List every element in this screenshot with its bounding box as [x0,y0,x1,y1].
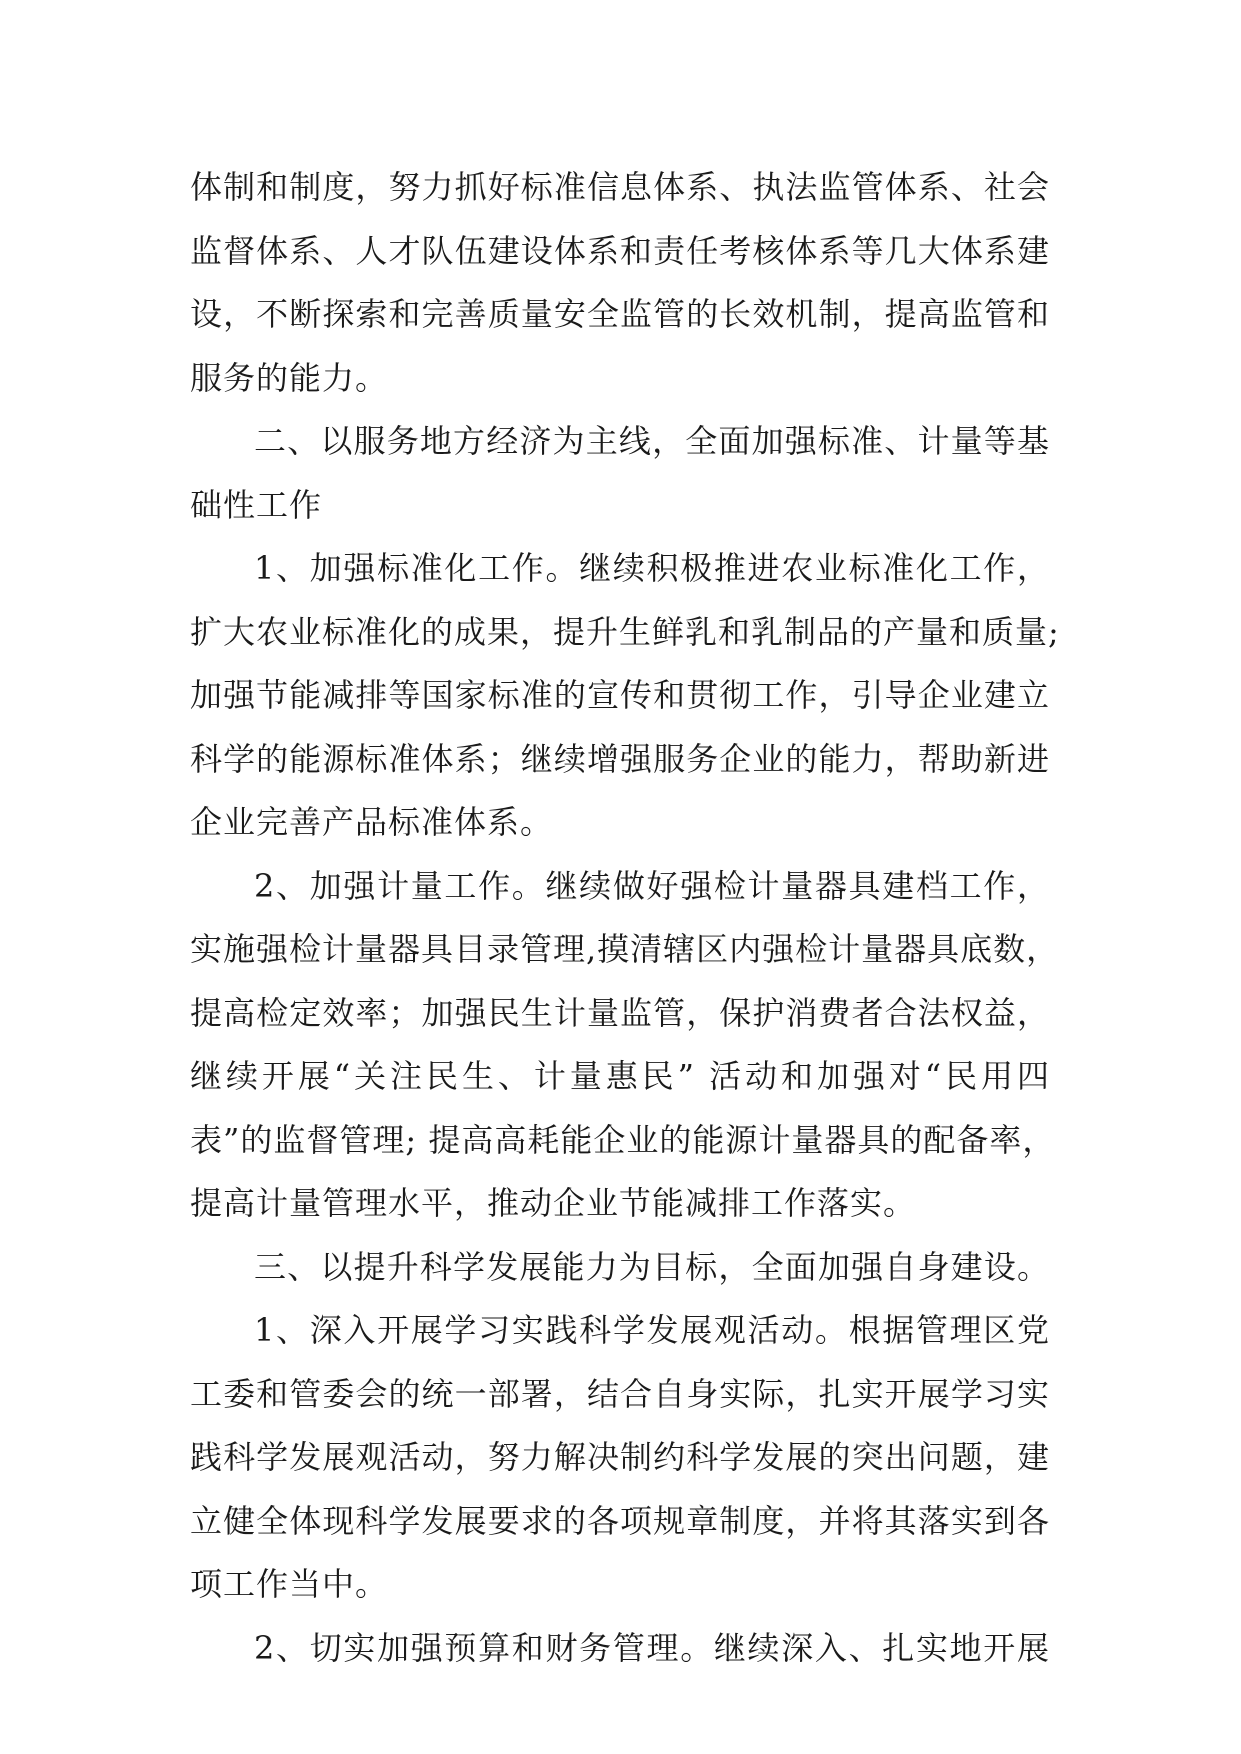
text-line: 监督体系、人才队伍建设体系和责任考核体系等几大体系建 [190,231,1050,270]
text-line: 加强节能减排等国家标准的宣传和贯彻工作，引导企业建立 [190,676,1050,714]
text-line: 提高检定效率；加强民生计量监管，保护消费者合法权益， [190,993,1050,1032]
text-line: 2、切实加强预算和财务管理。继续深入、扎实地开展 [254,1628,1050,1667]
text-line: 表”的监督管理; 提高高耗能企业的能源计量器具的配备率， [190,1120,1056,1159]
text-line: 立健全体现科学发展要求的各项规章制度，并将其落实到各 [190,1501,1050,1540]
text-line: 体制和制度，努力抓好标准信息体系、执法监管体系、社会 [190,168,1050,206]
section-heading: 三、以提升科学发展能力为目标，全面加强自身建设。 [254,1247,1050,1286]
text-line: 企业完善产品标准体系。 [190,803,554,841]
text-line: 扩大农业标准化的成果，提升生鲜乳和乳制品的产量和质量; [190,612,1060,651]
text-line: 项工作当中。 [190,1565,389,1603]
section-heading: 二、以服务地方经济为主线，全面加强标准、计量等基 [254,422,1050,460]
text-line: 础性工作 [190,485,323,524]
text-line: 设，不断探索和完善质量安全监管的长效机制，提高监管和 [190,295,1050,333]
text-line: 实施强检计量器具目录管理,摸清辖区内强检计量器具底数， [190,930,1060,968]
text-line: 2、加强计量工作。继续做好强检计量器具建档工作， [254,866,1050,905]
text-line: 服务的能力。 [190,358,389,397]
text-line: 工委和管委会的统一部署，结合自身实际，扎实开展学习实 [190,1374,1050,1413]
text-line: 1、深入开展学习实践科学发展观活动。根据管理区党 [254,1311,1050,1349]
text-line: 继续开展“关注民生、计量惠民” 活动和加强对“民用四 [190,1057,1050,1095]
document-body [190,156,1060,1680]
text-line: 提高计量管理水平，推动企业节能减排工作落实。 [190,1184,917,1222]
text-line: 1、加强标准化工作。继续积极推进农业标准化工作， [254,549,1050,587]
text-line: 科学的能源标准体系；继续增强服务企业的能力，帮助新进 [190,739,1050,778]
text-line: 践科学发展观活动，努力解决制约科学发展的突出问题，建 [190,1438,1050,1476]
